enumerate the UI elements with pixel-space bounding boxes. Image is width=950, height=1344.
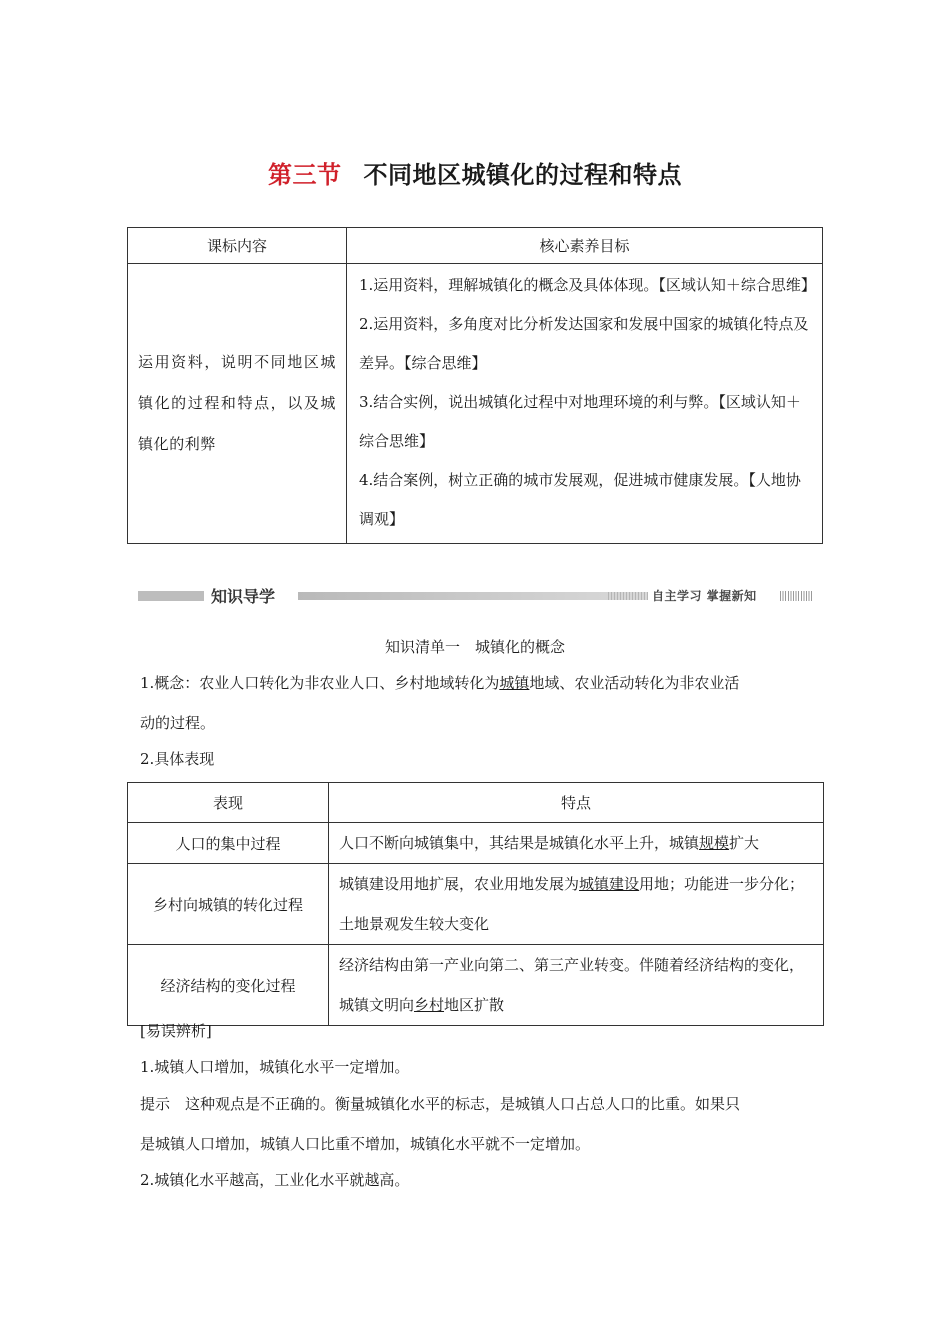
feature-text: 人口不断向城镇集中，其结果是城镇化水平上升，城镇 — [339, 834, 700, 852]
manifestation-table — [127, 782, 824, 1026]
section-number: 第三节 — [268, 161, 342, 189]
feature-underlined: 乡村 — [414, 996, 445, 1014]
error-question-1: 1.城镇人口增加，城镇化水平一定增加。 — [140, 1058, 410, 1076]
banner-bar-right — [780, 591, 813, 601]
feature-underlined: 城镇建设 — [579, 875, 640, 893]
hint-line-1: 提示 这种观点是不正确的。衡量城镇化水平的标志，是城镇人口占总人口的比重。如果只 — [140, 1095, 741, 1113]
row-label: 乡村向城镇的转化过程 — [128, 864, 329, 945]
banner-subtitle: 自主学习 掌握新知 — [652, 589, 757, 603]
specific-heading: 2.具体表现 — [140, 750, 215, 768]
goal-item: 3.结合实例，说出城镇化过程中对地理环境的利与弊。【区域认知＋综合思维】 — [359, 393, 801, 450]
header-goals: 核心素养目标 — [347, 228, 823, 264]
row-feature — [329, 945, 824, 1026]
feature-text-after: 用地；功能进一步分化；土地景观发生较大变化 — [339, 875, 805, 933]
feature-text: 经济结构由第一产业向第二、第三产业转变。伴随着经济结构的变化，城镇文明向 — [339, 956, 805, 1014]
concept-line-2: 动的过程。 — [140, 714, 216, 732]
goals-cell — [347, 264, 823, 544]
feature-text-after: 地区扩散 — [444, 996, 505, 1014]
banner-dots — [608, 592, 650, 600]
goal-item: 4.结合案例，树立正确的城市发展观，促进城市健康发展。【人地协调观】 — [359, 471, 801, 528]
feature-text-after: 扩大 — [729, 834, 760, 852]
standards-table — [127, 227, 823, 544]
error-question-2: 2.城镇化水平越高，工业化水平就越高。 — [140, 1171, 410, 1189]
section-banner — [138, 583, 813, 609]
row-feature — [329, 823, 824, 864]
header-features: 特点 — [329, 783, 824, 823]
banner-bar-middle — [298, 592, 648, 600]
row-feature — [329, 864, 824, 945]
concept-underlined: 城镇 — [499, 674, 530, 692]
table-row — [128, 864, 824, 945]
hint-line-2: 是城镇人口增加，城镇人口比重不增加，城镇化水平就不一定增加。 — [140, 1135, 591, 1153]
page-title — [0, 155, 950, 190]
concept-text: 1.概念：农业人口转化为非农业人口、乡村地域转化为 — [140, 674, 500, 692]
goal-item: 2.运用资料，多角度对比分析发达国家和发展中国家的城镇化特点及差异。【综合思维】 — [359, 315, 809, 372]
feature-text: 城镇建设用地扩展，农业用地发展为 — [339, 875, 580, 893]
concept-text-after: 地域、农业活动转化为非农业活 — [529, 674, 740, 692]
banner-bar-left — [138, 591, 204, 601]
section-heading: 知识清单一 城镇化的概念 — [384, 638, 565, 656]
table-row — [128, 823, 824, 864]
error-heading: [易误辨析] — [140, 1022, 212, 1040]
goal-item: 1.运用资料，理解城镇化的概念及具体体现。【区域认知＋综合思维】 — [359, 276, 816, 294]
header-standard: 课标内容 — [128, 228, 347, 264]
banner-title: 知识导学 — [211, 587, 276, 606]
standard-content: 运用资料，说明不同地区城镇化的过程和特点，以及城镇化的利弊 — [128, 264, 347, 544]
header-manifestation: 表现 — [128, 783, 329, 823]
table-row — [128, 945, 824, 1026]
row-label: 经济结构的变化过程 — [128, 945, 329, 1026]
concept-line-1 — [140, 672, 739, 694]
title-text: 不同地区城镇化的过程和特点 — [363, 161, 682, 189]
row-label: 人口的集中过程 — [128, 823, 329, 864]
feature-underlined: 规模 — [699, 834, 730, 852]
